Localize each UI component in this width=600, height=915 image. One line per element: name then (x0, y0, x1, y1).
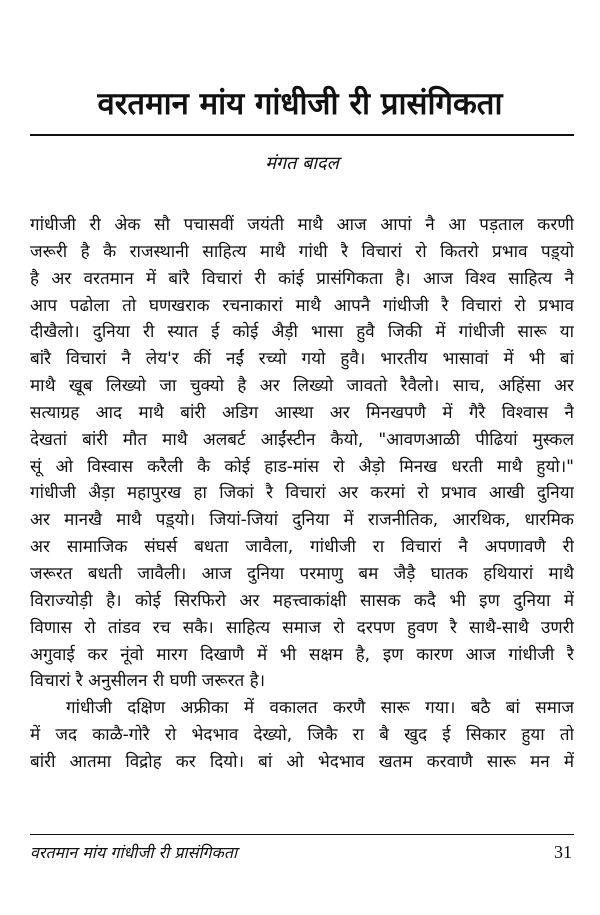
title-rule (30, 134, 574, 136)
text-line: गांधीजी री अेक सौ पचासवीं जयंती माथै आज आपां नै आ पड़ताल करणी (30, 215, 574, 235)
text-line: जरूरत बधती जावैली। आज दुनिया परमाणु बम जैड़ै घातक हथियारां माथै (30, 563, 574, 584)
text-line: है अर वरतमान में बांरै विचारां री कांई प्रासंगिकता है। आज विश्व साहित्य नै (30, 268, 574, 289)
text-line: अगुवाई कर नूंवो मारग दिखाणै में भी सक्षम है, इण कारण आज गांधीजी रै (30, 644, 574, 665)
text-line: गांधीजी दक्षिण अफ्रीका में वकालत करणै सारू गया। बठै बां समाज (66, 698, 574, 719)
text-line: माथै खूब लिख्यो जा चुक्यो है अर लिख्यो जावतो रैवैलो। साच, अहिंसा अर (30, 376, 574, 397)
text-line: जरूरी है कै राजस्थानी साहित्य माथै गांधी रै विचारां रो कितरो प्रभाव पड़्यो (30, 241, 574, 262)
text-line: आप पढोला तो घणखराक रचनाकारां माथै आपनै गांधीजी रै विचारां रो प्रभाव (30, 295, 574, 316)
text-line: विराज्योड़ी है। कोई सिरफिरो अर महत्त्वाकांक्षी सासक कदै भी इण दुनिया में (30, 590, 574, 611)
text-line: अर सामाजिक संघर्स बधता जावैला, गांधीजी रा विचारां नै अपणावणै री (30, 537, 574, 558)
text-line: देखतां बांरी मौत माथै अलबर्ट आईंस्टीन कैयो, "आवणआळी पीढियां मुस्कल (30, 429, 574, 450)
footer-rule (30, 834, 574, 835)
text-line: बांरी आतमा विद्रोह कर दियो। बां ओ भेदभाव खतम करवाणै सारू मन में (30, 751, 574, 772)
text-line: विणास रो तांडव रच सकै। साहित्य समाज रो दरपण हुवण रै साथै-साथै उणरी (30, 617, 574, 638)
chapter-title: वरतमान मांय गांधीजी री प्रासंगिकता (97, 86, 503, 122)
text-line: अर मानखै माथै पड़्यो। जियां-जियां दुनिया में राजनीतिक, आरथिक, धारमिक (30, 510, 574, 531)
body-text (30, 212, 574, 776)
text-line: बांरै विचारां नै लेय'र कीं नईं रच्यो गयो हुवै। भारतीय भासावां में भी बां (30, 349, 574, 370)
text-line: सत्याग्रह आद माथै बांरी अडिग आस्था अर मिनखपणै में गैरै विश्वास नै (30, 402, 574, 423)
text-line: गांधीजी अैड़ा महापुरख हा जिकां रै विचारां अर करमां रो प्रभाव आखी दुनिया (30, 483, 574, 504)
running-footer-title: वरतमान मांय गांधीजी री प्रासंगिकता (30, 843, 238, 862)
paragraph-2 (30, 695, 574, 776)
text-line: में जद काळै-गोरै रो भेदभाव देख्यो, जिकै रा बै खुद ई सिकार हुया तो (30, 725, 574, 746)
text-line: दीखैलो। दुनिया री स्यात ई कोई अैड़ी भासा हुवै जिकी में गांधीजी सारू या (30, 322, 574, 343)
author-name: मंगत बादल (265, 153, 339, 174)
text-line: सूं ओ विस्वास करैली कै कोई हाड-मांस रो अैड़ो मिनख धरती माथै हुयो।" (30, 456, 574, 477)
text-line: विचारां रै अनुसीलन री घणी जरूरत है। (30, 671, 266, 692)
paragraph-1 (30, 212, 574, 695)
page-number: 31 (554, 842, 572, 862)
